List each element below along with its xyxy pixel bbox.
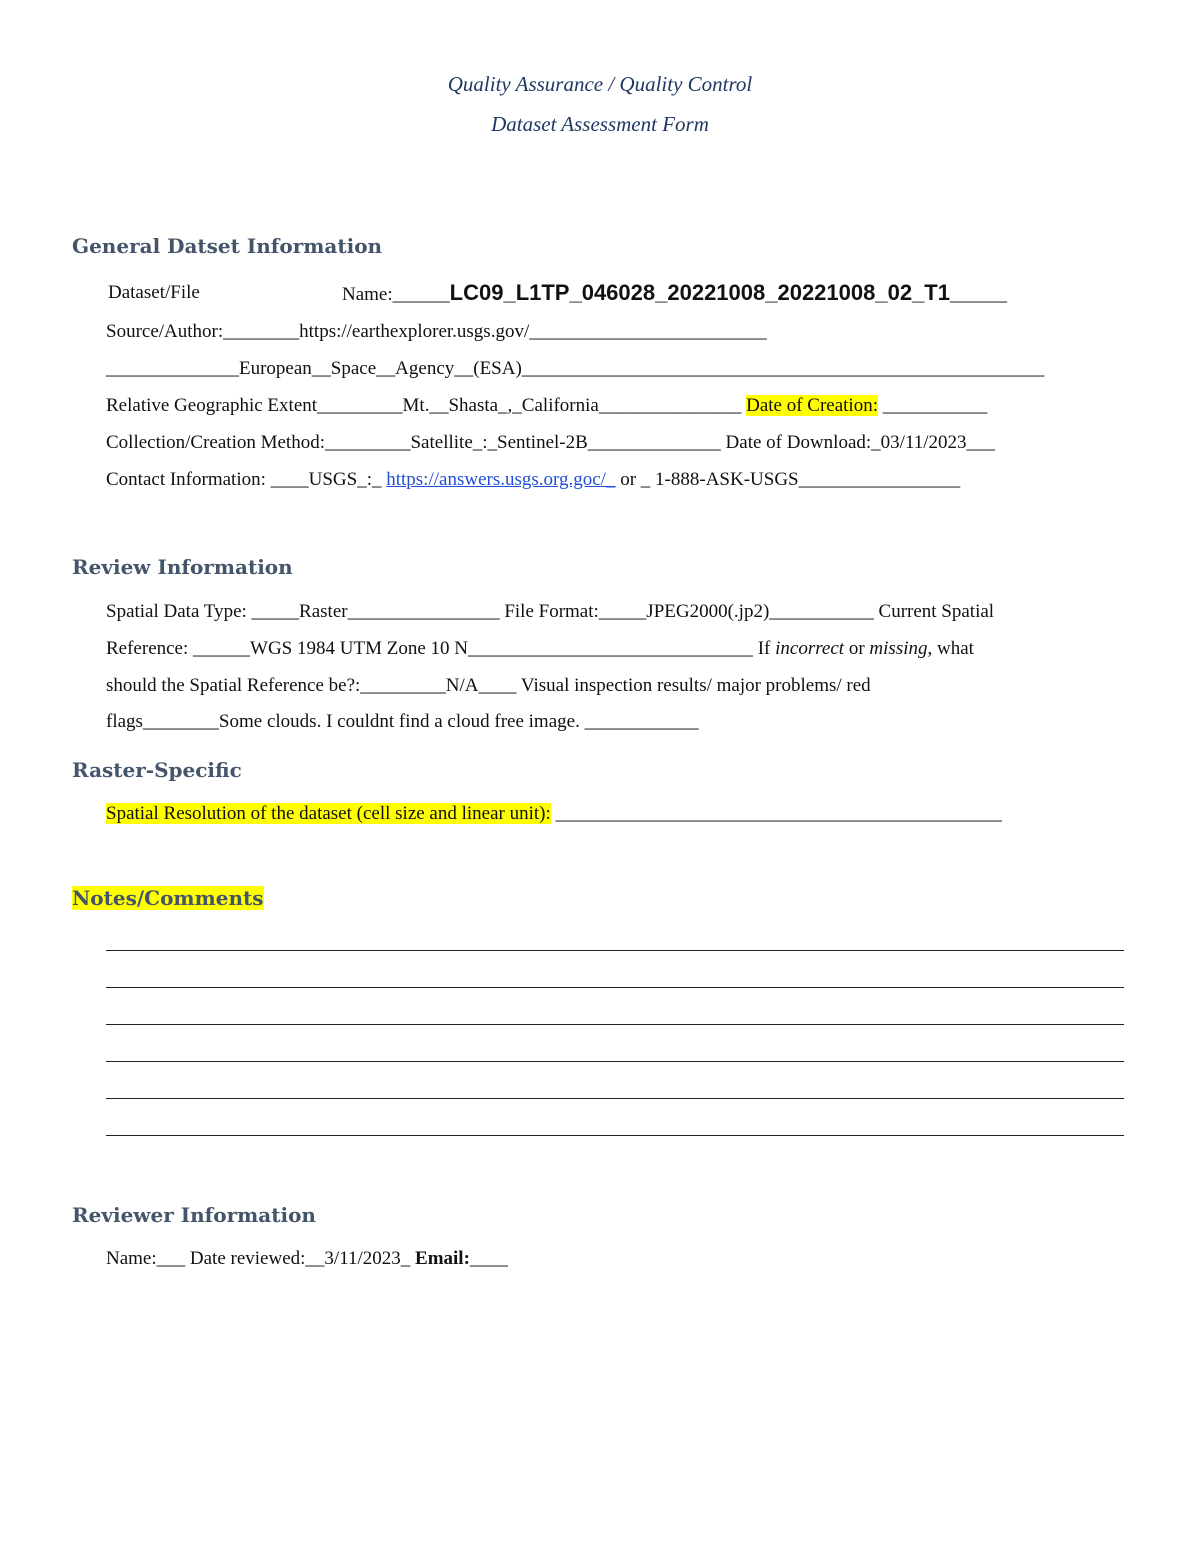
date-creation-tail: ___________ <box>878 395 988 416</box>
form-title-line1: Quality Assurance / Quality Control <box>447 72 753 96</box>
form-title-line2: Dataset Assessment Form <box>491 112 709 136</box>
collection-method-line: Collection/Creation Method:_________Satellite_:_Sentinel-2B______________ Date of Download:_03/11/2023___ <box>106 432 996 453</box>
review-italic-incorrect: incorrect <box>775 638 845 659</box>
dataset-name-row <box>342 280 1007 306</box>
contact-suffix: or _ 1-888-ASK-USGS_________________ <box>615 469 961 490</box>
contact-prefix: Contact Information: ____USGS_:_ <box>106 469 387 490</box>
geographic-extent-row <box>106 395 987 417</box>
source-author-line2: ______________European__Space__Agency__(ESA)_______________________________________________________ <box>106 358 1045 379</box>
dataset-file-label: Dataset/File <box>108 282 200 303</box>
section-heading-raster: Raster-Specific <box>72 758 242 782</box>
date-creation-label: Date of Creation: <box>746 395 878 416</box>
notes-line[interactable] <box>106 987 1124 988</box>
notes-line[interactable] <box>106 1024 1124 1025</box>
notes-line[interactable] <box>106 1061 1124 1062</box>
review-line-1: Spatial Data Type: _____Raster________________ File Format:_____JPEG2000(.jp2)___________ Current Spatial <box>106 601 995 622</box>
reviewer-name-date: Name:___ Date reviewed:__3/11/2023_ <box>106 1248 416 1269</box>
spatial-resolution-label: Spatial Resolution of the dataset (cell size and linear unit): <box>106 803 551 824</box>
review-italic-missing: missing <box>869 638 928 659</box>
review-line-3: should the Spatial Reference be?:_________N/A____ Visual inspection results/ major problems/ red <box>106 675 871 696</box>
review-line-2 <box>106 638 974 660</box>
contact-link[interactable]: https://answers.usgs.org.goc/_ <box>386 469 616 490</box>
source-author-line: Source/Author:________https://earthexplorer.usgs.gov/_________________________ <box>106 321 767 342</box>
section-heading-notes: Notes/Comments <box>72 886 264 910</box>
dataset-name-value: LC09_L1TP_046028_20221008_20221008_02_T1 <box>449 280 950 305</box>
geographic-extent-text: Relative Geographic Extent_________Mt.__Shasta_,_California_______________ <box>106 395 747 416</box>
reviewer-info-row <box>106 1248 508 1270</box>
section-heading-review: Review Information <box>72 555 293 579</box>
notes-line[interactable] <box>106 1098 1124 1099</box>
notes-line[interactable] <box>106 950 1124 951</box>
review-line-4: flags________Some clouds. I couldnt find a cloud free image. ____________ <box>106 711 699 732</box>
dataset-name-tail: ______ <box>949 284 1007 305</box>
spatial-resolution-tail: _______________________________________________ <box>550 803 1003 824</box>
contact-info-row <box>106 469 960 491</box>
review-line-2c: , what <box>927 638 974 659</box>
reviewer-email-label: Email: <box>415 1248 470 1269</box>
reviewer-email-tail: ____ <box>469 1248 508 1269</box>
dataset-name-label: Name:______ <box>342 284 450 305</box>
section-heading-reviewer: Reviewer Information <box>72 1203 316 1227</box>
notes-line[interactable] <box>106 1135 1124 1136</box>
review-line-2a: Reference: ______WGS 1984 UTM Zone 10 N______________________________ If <box>106 638 776 659</box>
section-heading-general: General Datset Information <box>72 234 383 258</box>
review-line-2b: or <box>844 638 870 659</box>
spatial-resolution-row <box>106 803 1002 825</box>
